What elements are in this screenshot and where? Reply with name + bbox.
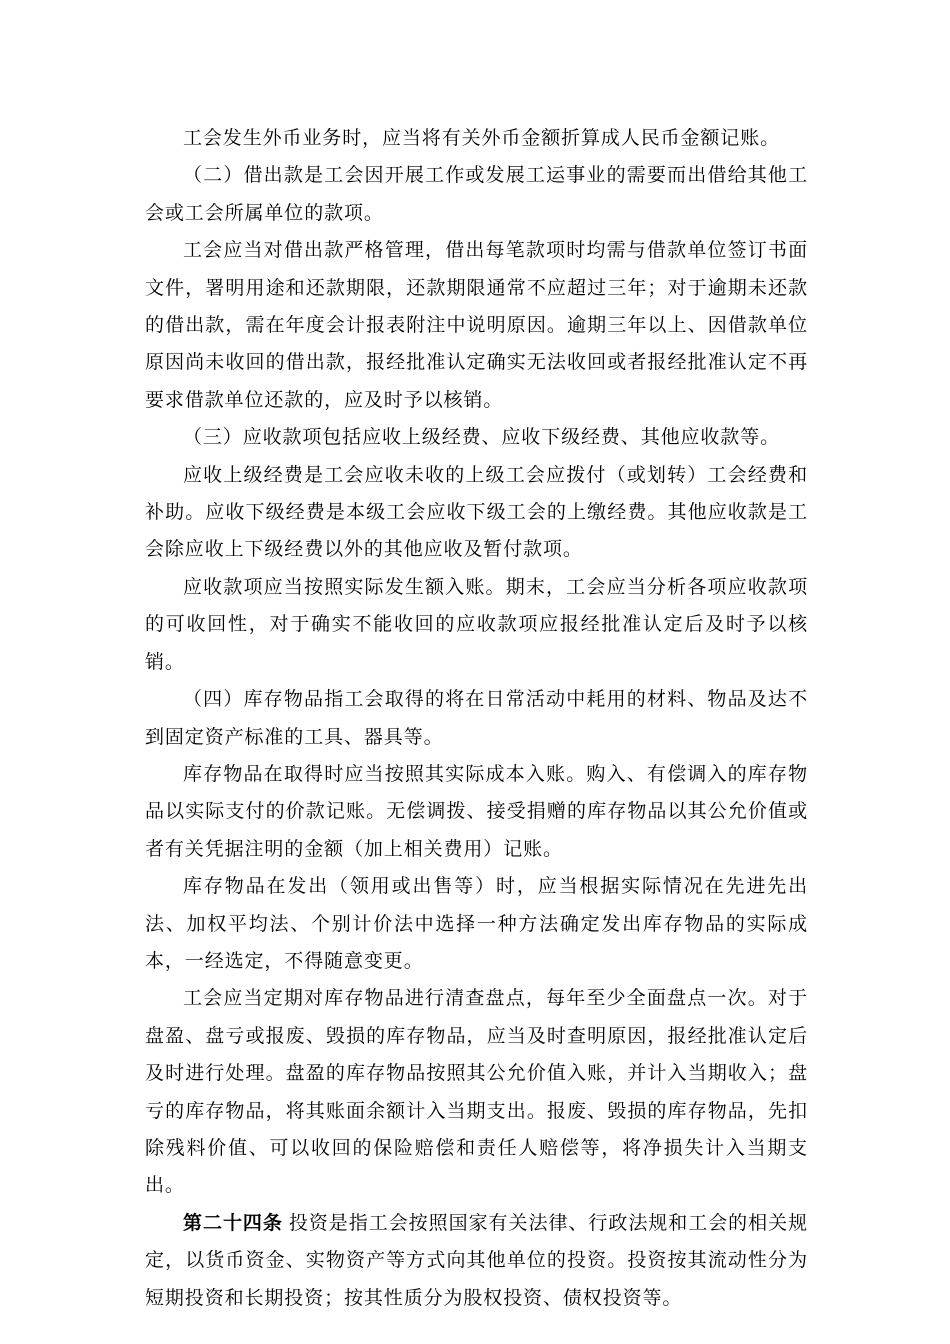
paragraph-receivables-types: 应收上级经费是工会应收未收的上级工会应拨付（或划转）工会经费和补助。应收下级经费是本级工会应收下级工会的上缴经费。其他应收款是工会除应收上下级经费以外的其他应收及暂付款项。 (145, 463, 808, 561)
paragraph-inventory-acquisition: 库存物品在取得时应当按照其实际成本入账。购入、有偿调入的库存物品以实际支付的价款记账。无偿调拨、接受捐赠的库存物品以其公允价值或者有关凭据注明的金额（加上相关费用）记账。 (145, 762, 808, 860)
paragraph-foreign-currency: 工会发生外币业务时，应当将有关外币金额折算成人民币金额记账。 (183, 127, 781, 149)
article-24-text: 投资是指工会按照国家有关法律、行政法规和工会的相关规定，以货币资金、实物资产等方式向其他单位的投资。投资按其流动性分为短期投资和长期投资；按其性质分为股权投资、债权投资等。 (145, 1211, 808, 1309)
document-body (145, 120, 808, 1317)
article-label: 第二十四条 (183, 1211, 283, 1234)
paragraph-article-24 (145, 1205, 808, 1317)
paragraph-loans-definition: （二）借出款是工会因开展工作或发展工运事业的需要而出借给其他工会或工会所属单位的款项。 (145, 164, 808, 224)
paragraph-inventory-stocktaking: 工会应当定期对库存物品进行清查盘点，每年至少全面盘点一次。对于盘盈、盘亏或报废、毁损的库存物品，应当及时查明原因，报经批准认定后及时进行处理。盘盈的库存物品按照其公允价值入账，并计入当期收入；盘亏的库存物品，将其账面余额计入当期支出。报废、毁损的库存物品，先扣除残料价值、可以收回的保险赔偿和责任人赔偿等，将净损失计入当期支出。 (145, 987, 808, 1197)
paragraph-inventory-issuance: 库存物品在发出（领用或出售等）时，应当根据实际情况在先进先出法、加权平均法、个别计价法中选择一种方法确定发出库存物品的实际成本，一经选定，不得随意变更。 (145, 875, 808, 972)
paragraph-loans-management: 工会应当对借出款严格管理，借出每笔款项时均需与借款单位签订书面文件，署明用途和还款期限，还款期限通常不应超过三年；对于逾期未还款的借出款，需在年度会计报表附注中说明原因。逾期三年以上、因借款单位原因尚未收回的借出款，报经批准认定确实无法收回或者报经批准认定不再要求借款单位还款的，应及时予以核销。 (145, 239, 808, 411)
paragraph-receivables-recording: 应收款项应当按照实际发生额入账。期末，工会应当分析各项应收款项的可收回性，对于确实不能收回的应收款项应报经批准认定后及时予以核销。 (145, 575, 808, 673)
paragraph-receivables-definition: （三）应收款项包括应收上级经费、应收下级经费、其他应收款等。 (183, 426, 781, 449)
paragraph-inventory-definition: （四）库存物品指工会取得的将在日常活动中耗用的材料、物品及达不到固定资产标准的工具、器具等。 (145, 688, 808, 748)
